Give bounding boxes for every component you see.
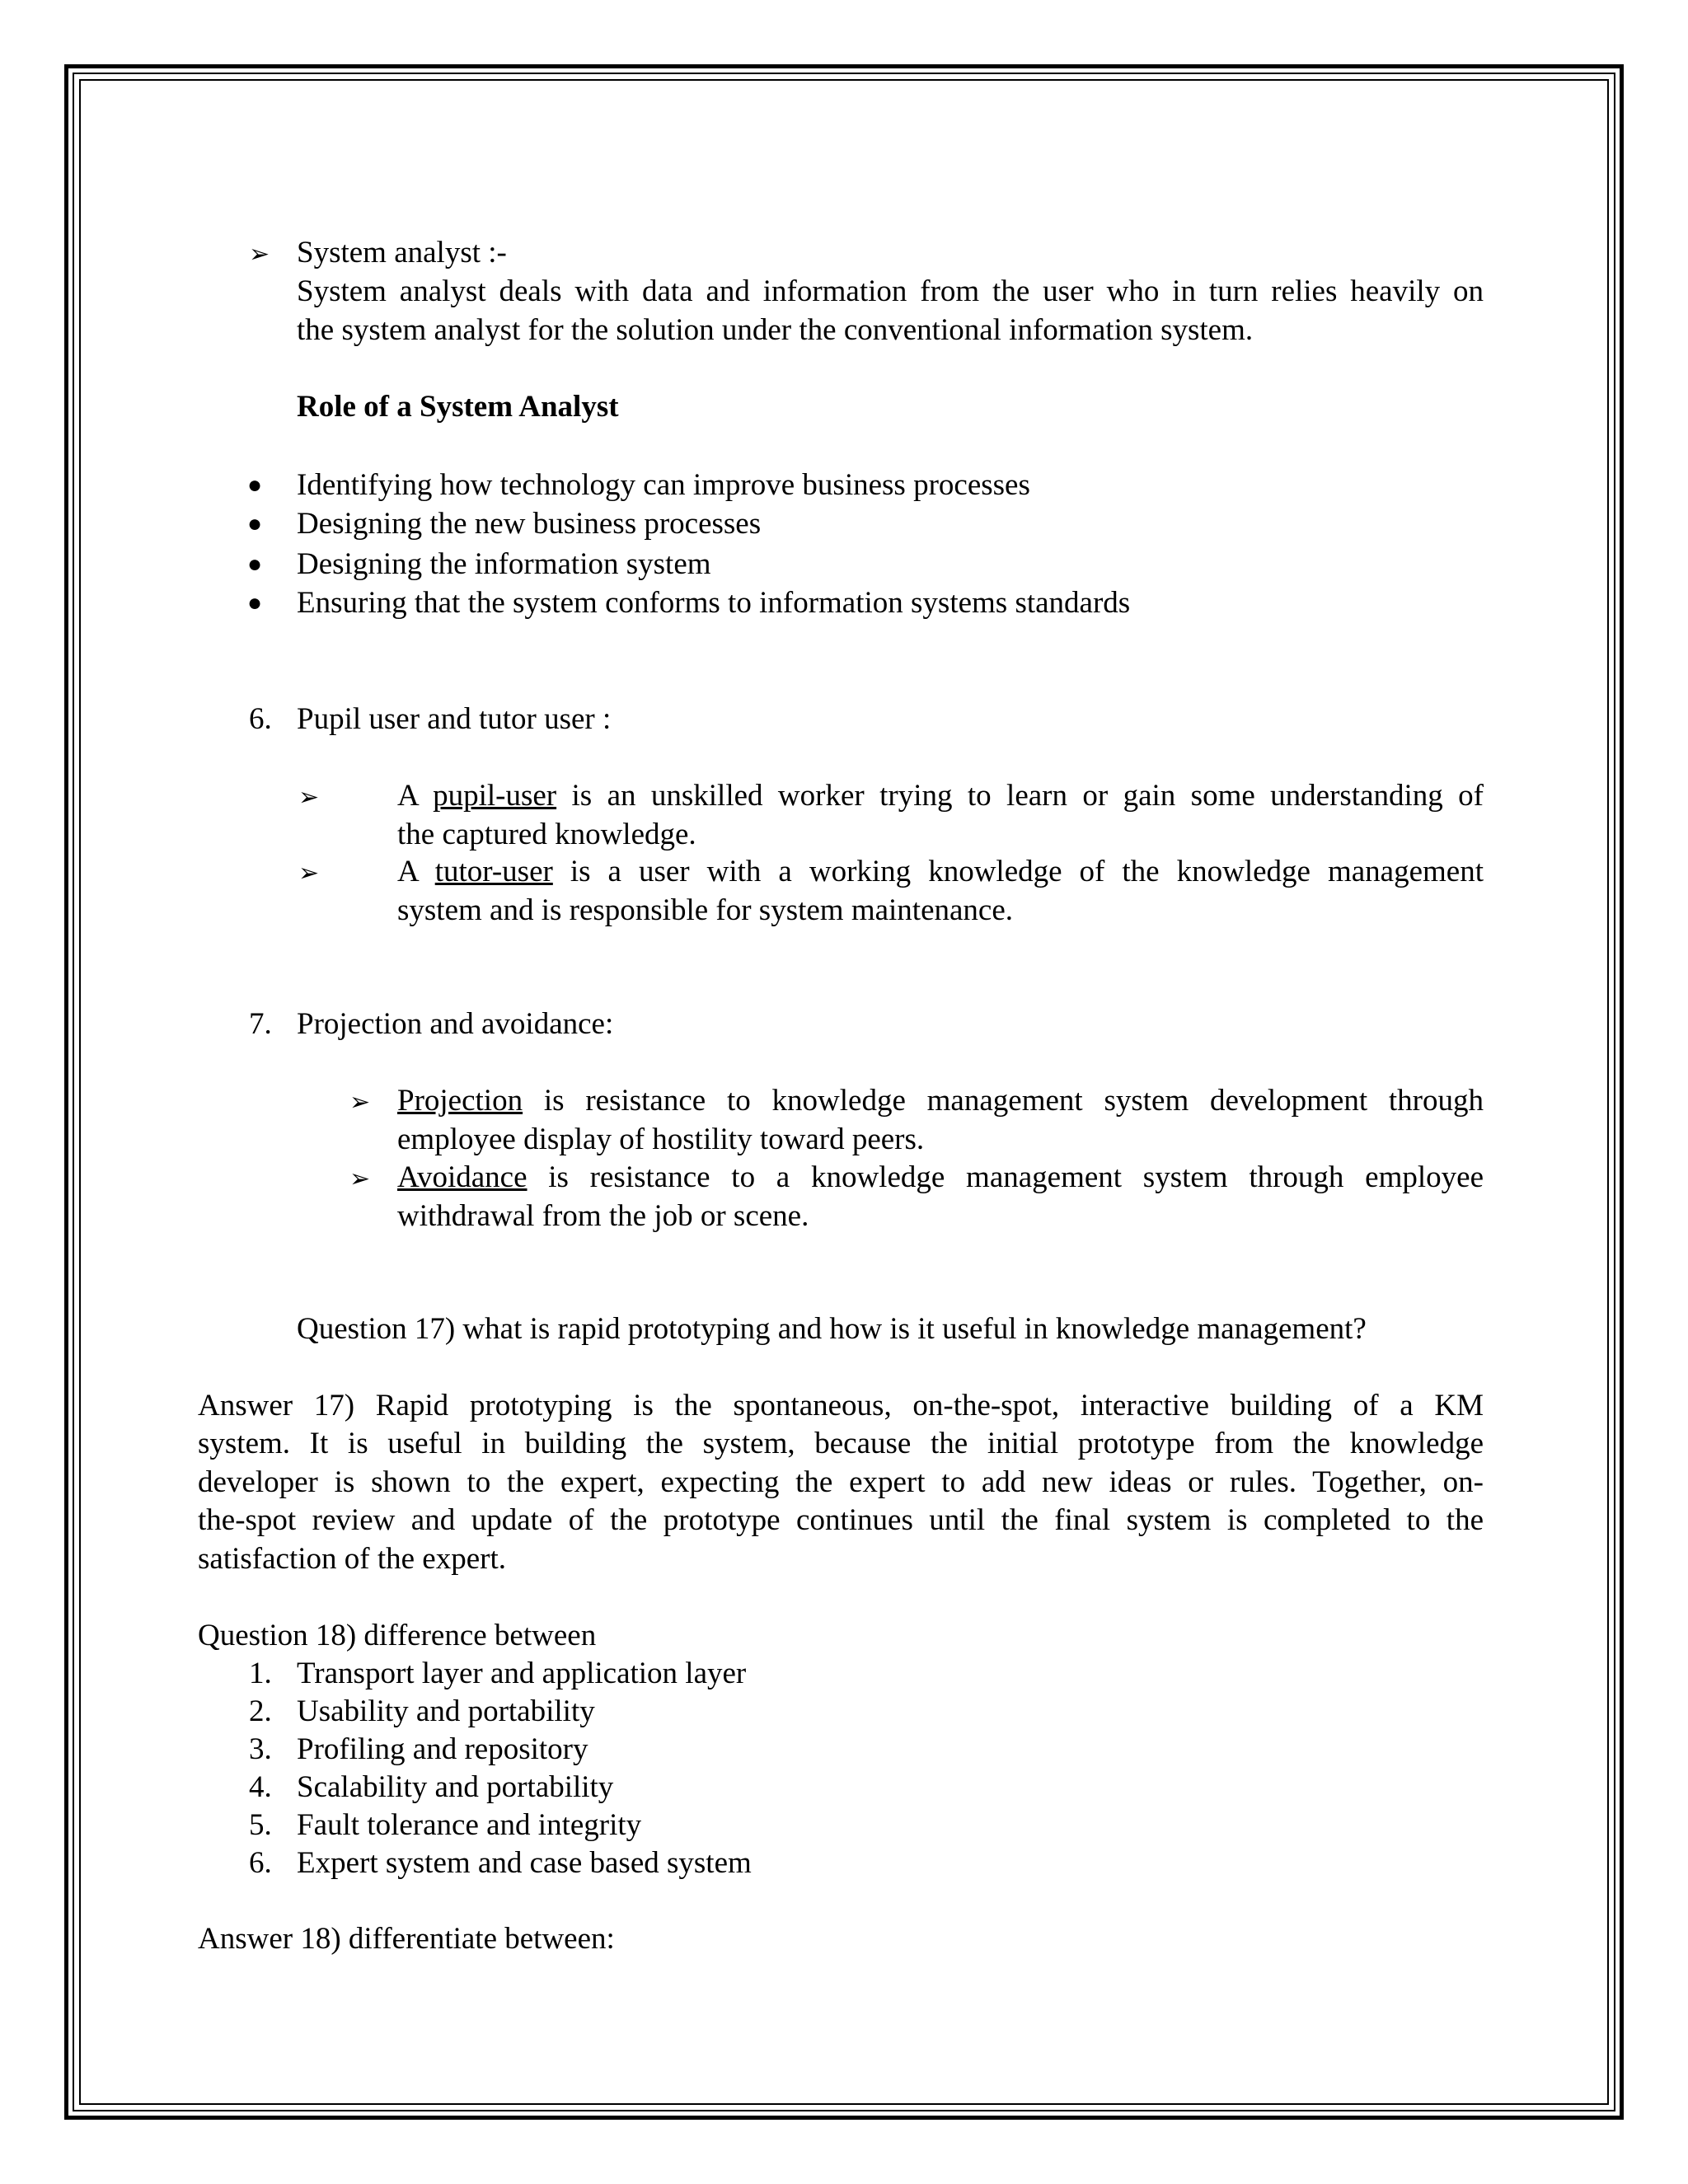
tutor-user-line1 <box>397 853 1484 891</box>
role-item: Ensuring that the system conforms to information systems standards <box>297 586 1131 620</box>
question-18: Question 18) difference between <box>198 1619 597 1652</box>
q18-item-number: 4. <box>249 1770 272 1804</box>
item7-title: Projection and avoidance: <box>297 1007 614 1041</box>
bullet-dot-icon: ● <box>247 471 263 499</box>
arrow-bullet-icon: ➢ <box>298 784 320 811</box>
arrow-bullet-icon: ➢ <box>298 860 320 887</box>
tutor-prefix: A <box>397 855 435 888</box>
system-analyst-para-line2: the system analyst for the solution under the conventional information system. <box>297 313 1254 347</box>
q18-item-text: Expert system and case based system <box>297 1846 752 1880</box>
arrow-bullet-icon: ➢ <box>249 241 270 268</box>
answer-17-line: developer is shown to the expert, expecting the expert to add new ideas or rules. Together, on- <box>198 1465 1484 1499</box>
bullet-dot-icon: ● <box>247 510 263 537</box>
answer-17-line: Answer 17) Rapid prototyping is the spontaneous, on-the-spot, interactive building of a KM <box>198 1389 1484 1422</box>
answer-17-line: system. It is useful in building the system, because the initial prototype from the knowledge <box>198 1427 1484 1460</box>
projection-line1 <box>397 1082 1484 1120</box>
bullet-dot-icon: ● <box>247 551 263 578</box>
answer-17-line: the-spot review and update of the prototype continues until the final system is completed to the <box>198 1503 1484 1537</box>
avoidance-line2: withdrawal from the job or scene. <box>397 1199 809 1233</box>
pupil-user-line1 <box>397 777 1484 815</box>
tutor-user-line2: system and is responsible for system maintenance. <box>397 893 1014 927</box>
projection-term: Projection <box>397 1084 523 1118</box>
q18-item-number: 1. <box>249 1657 272 1690</box>
item6-title: Pupil user and tutor user : <box>297 702 612 736</box>
avoidance-line1 <box>397 1159 1484 1197</box>
item7-number: 7. <box>249 1007 272 1041</box>
q18-item-text: Transport layer and application layer <box>297 1657 747 1690</box>
pupil-prefix: A <box>397 779 434 813</box>
avoidance-term: Avoidance <box>397 1160 528 1194</box>
q18-item-number: 3. <box>249 1732 272 1766</box>
q18-item-number: 5. <box>249 1808 272 1842</box>
system-analyst-para-line1: System analyst deals with data and information from the user who in turn relies heavily on <box>297 274 1484 308</box>
arrow-bullet-icon: ➢ <box>349 1165 371 1193</box>
role-heading: Role of a System Analyst <box>297 390 619 424</box>
role-item: Designing the new business processes <box>297 507 762 541</box>
projection-rest: is resistance to knowledge management system development through <box>523 1084 1484 1118</box>
tutor-user-term: tutor-user <box>434 855 553 888</box>
pupil-user-line2: the captured knowledge. <box>397 818 696 851</box>
question-17: Question 17) what is rapid prototyping and how is it useful in knowledge management? <box>297 1312 1367 1346</box>
bullet-dot-icon: ● <box>247 589 263 616</box>
projection-line2: employee display of hostility toward peers. <box>397 1122 925 1156</box>
q18-item-text: Profiling and repository <box>297 1732 588 1766</box>
q18-item-text: Scalability and portability <box>297 1770 614 1804</box>
tutor-user-rest: is a user with a working knowledge of the knowledge management <box>552 855 1484 888</box>
q18-item-text: Fault tolerance and integrity <box>297 1808 642 1842</box>
q18-item-number: 2. <box>249 1694 272 1728</box>
avoidance-rest: is resistance to a knowledge management system through employee <box>527 1160 1484 1194</box>
pupil-user-rest: is an unskilled worker trying to learn or gain some understanding of <box>556 779 1484 813</box>
answer-17-last-line: satisfaction of the expert. <box>198 1542 506 1576</box>
q18-item-number: 6. <box>249 1846 272 1880</box>
role-item: Designing the information system <box>297 547 711 581</box>
arrow-bullet-icon: ➢ <box>349 1089 371 1116</box>
answer-18: Answer 18) differentiate between: <box>198 1922 615 1956</box>
item6-number: 6. <box>249 702 272 736</box>
role-item: Identifying how technology can improve business processes <box>297 468 1030 502</box>
pupil-user-term: pupil-user <box>433 779 557 813</box>
q18-item-text: Usability and portability <box>297 1694 595 1728</box>
system-analyst-heading: System analyst :- <box>297 236 507 269</box>
